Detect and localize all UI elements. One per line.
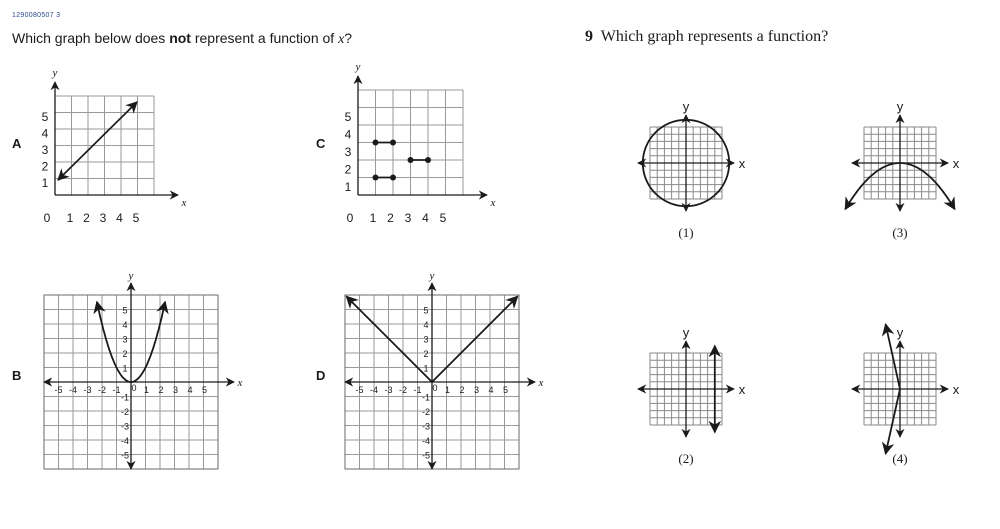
c-x-tick: 2	[387, 211, 394, 225]
g1-caption: (1)	[678, 225, 694, 240]
d-y-tick: 1	[423, 363, 429, 374]
c-endpoint	[425, 157, 431, 163]
g3-y-axis-label: y	[896, 99, 904, 114]
graph-1[interactable]	[638, 99, 746, 240]
a-y-tick: 3	[41, 143, 49, 157]
b-x-tick: 1	[143, 385, 150, 395]
d-x-tick: 5	[502, 385, 509, 395]
a-line	[58, 102, 137, 180]
c-x-tick: 3	[404, 211, 412, 225]
c-y-tick: 1	[344, 180, 352, 194]
d-y-tick: 2	[423, 349, 429, 359]
c-x-tick: 4	[422, 211, 429, 225]
c-y-tick: 5	[344, 110, 352, 124]
q1-text-after: ?	[344, 30, 353, 46]
c-x-tick: 5	[439, 211, 447, 225]
g4-caption: (4)	[892, 451, 908, 466]
d-y-tick: -2	[421, 407, 431, 417]
page-code: 1290080507 3	[12, 12, 61, 19]
g3-caption: (3)	[892, 225, 908, 240]
g1-y-axis-label: y	[682, 99, 690, 114]
c-x-tick: 0	[346, 211, 354, 225]
b-y-tick: -4	[120, 436, 130, 446]
a-x-tick: 2	[83, 211, 90, 225]
option-d-label[interactable]: D	[316, 368, 326, 383]
b-y-axis-label: y	[128, 270, 134, 282]
a-x-tick: 1	[66, 211, 74, 225]
g4-y-axis-label: y	[896, 325, 904, 340]
c-y-tick: 3	[344, 145, 352, 159]
b-x-tick: 2	[158, 385, 164, 395]
a-y-tick: 4	[41, 126, 49, 141]
d-y-tick: -5	[421, 450, 431, 461]
a-x-tick: 5	[132, 211, 140, 225]
d-x-tick: 2	[459, 385, 465, 395]
option-b-label[interactable]: B	[12, 368, 22, 383]
q1-emphasis: not	[169, 30, 191, 46]
b-y-tick: -2	[120, 407, 130, 417]
c-endpoint	[390, 175, 396, 181]
c-x-axis-label: x	[490, 197, 496, 209]
option-c-label[interactable]: C	[316, 136, 326, 151]
b-x-tick: 4	[187, 385, 193, 395]
a-x-tick: 4	[116, 211, 123, 225]
a-x-axis-label: x	[181, 197, 187, 209]
graph-2[interactable]	[638, 325, 746, 466]
c-x-tick: 1	[369, 211, 377, 225]
b-y-tick: 3	[122, 334, 128, 345]
g3-x-axis-label: x	[952, 156, 960, 171]
d-x-tick: 4	[488, 385, 494, 395]
b-y-tick: 1	[122, 363, 128, 374]
a-x-tick: 0	[43, 211, 51, 225]
a-y-tick: 1	[41, 176, 49, 190]
c-endpoint	[373, 175, 379, 181]
b-origin: 0	[131, 383, 137, 393]
b-y-tick: 5	[122, 305, 128, 316]
b-y-tick: 4	[122, 320, 128, 330]
d-y-tick: 4	[423, 320, 429, 330]
g2-y-axis-label: y	[682, 325, 690, 340]
d-x-tick: -3	[384, 385, 393, 395]
a-y-tick: 5	[41, 110, 49, 124]
d-x-tick: 1	[444, 385, 451, 395]
a-y-axis-label: y	[52, 67, 58, 79]
b-x-tick: -4	[68, 385, 78, 395]
b-x-tick: -1	[112, 385, 121, 395]
q9-text: Which graph represents a function?	[600, 28, 829, 45]
b-x-tick: 3	[172, 385, 179, 395]
b-x-tick: -2	[97, 385, 107, 395]
c-endpoint	[408, 157, 414, 163]
graph-d[interactable]	[345, 270, 544, 469]
b-y-tick: -1	[120, 392, 130, 403]
d-x-tick: -1	[413, 385, 422, 395]
c-y-axis-label: y	[355, 61, 361, 73]
graph-b[interactable]	[44, 270, 243, 469]
g1-x-axis-label: x	[738, 156, 746, 171]
b-x-tick: -5	[54, 385, 63, 395]
q1-text-middle: represent a function of	[190, 30, 339, 46]
d-x-tick: -4	[369, 385, 379, 395]
b-x-tick: -3	[83, 385, 92, 395]
c-y-tick: 2	[344, 162, 352, 177]
q1-variable: x	[338, 32, 345, 47]
c-endpoint	[390, 140, 396, 146]
g2-x-axis-label: x	[738, 382, 746, 397]
graph-3[interactable]	[845, 99, 959, 240]
d-y-tick: 5	[423, 305, 429, 316]
d-origin: 0	[432, 383, 438, 393]
g2-caption: (2)	[678, 451, 694, 466]
graph-a[interactable]	[42, 67, 187, 225]
a-x-tick: 3	[99, 211, 107, 225]
option-a-label[interactable]: A	[12, 136, 22, 151]
d-y-tick: 3	[423, 334, 429, 345]
a-y-tick: 2	[41, 159, 49, 174]
b-x-axis-label: x	[237, 377, 243, 389]
d-x-axis-label: x	[538, 377, 544, 389]
q9-number: 9	[585, 28, 593, 45]
d-y-tick: -1	[421, 392, 431, 403]
d-y-axis-label: y	[429, 270, 435, 282]
d-y-tick: -3	[421, 421, 431, 432]
q1-text-before: Which graph below does	[12, 30, 170, 46]
d-x-tick: 3	[473, 385, 480, 395]
c-endpoint	[373, 140, 379, 146]
g4-x-axis-label: x	[952, 382, 960, 397]
b-x-tick: 5	[201, 385, 208, 395]
d-x-tick: -5	[355, 385, 364, 395]
b-y-tick: -5	[120, 450, 130, 461]
b-y-tick: -3	[120, 421, 130, 432]
graph-4[interactable]	[852, 324, 960, 466]
c-y-tick: 4	[344, 127, 352, 142]
b-y-tick: 2	[122, 349, 128, 359]
d-y-tick: -4	[421, 436, 431, 446]
graph-c[interactable]	[345, 61, 496, 225]
d-x-tick: -2	[398, 385, 408, 395]
